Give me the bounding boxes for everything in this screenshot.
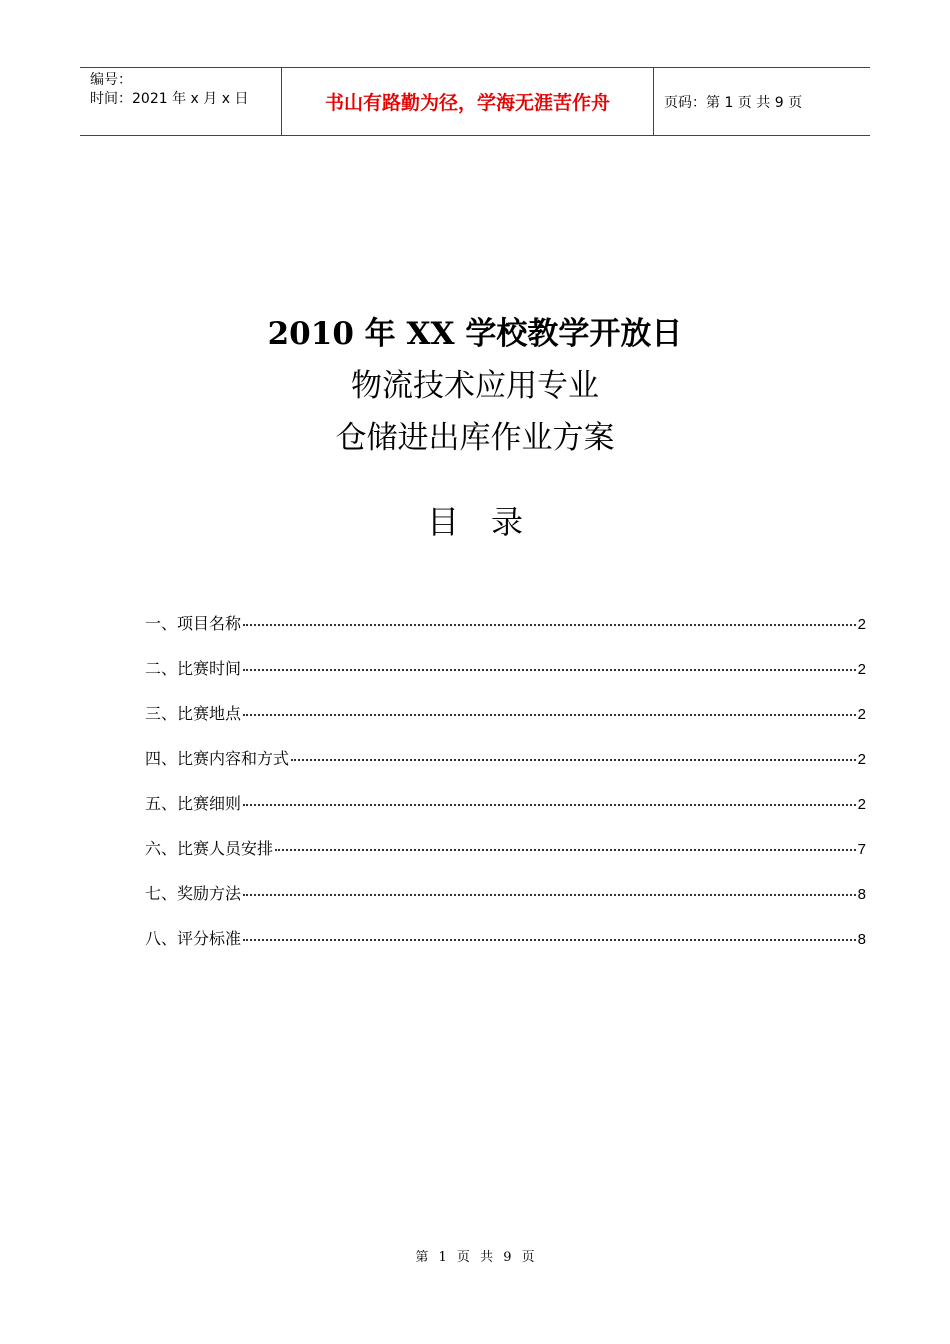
toc-item-page: 2 — [857, 661, 866, 678]
toc-item[interactable] — [145, 746, 866, 791]
title-line-2: 物流技术应用专业 — [351, 368, 599, 404]
toc-item-label: 二、比赛时间 — [145, 659, 242, 678]
document-header — [80, 67, 870, 136]
toc-item[interactable] — [145, 701, 866, 746]
toc-leader-dots — [243, 713, 856, 716]
toc-leader-dots — [243, 893, 856, 896]
toc-item-page: 8 — [857, 931, 866, 948]
title-line-1: 2010 年 XX 学校教学开放日 — [267, 316, 683, 352]
toc-item-page: 2 — [857, 616, 866, 633]
toc-item-page: 7 — [857, 841, 866, 858]
toc-item[interactable] — [145, 611, 866, 656]
toc-leader-dots — [275, 848, 856, 851]
toc-item-label: 五、比赛细则 — [145, 794, 242, 813]
header-page-info: 页码：第 1 页 共 9 页 — [664, 94, 803, 111]
toc-leader-dots — [243, 623, 856, 626]
header-motto: 书山有路勤为径，学海无涯苦作舟 — [281, 68, 654, 135]
title-line-3: 仓储进出库作业方案 — [335, 420, 615, 456]
toc-item[interactable] — [145, 881, 866, 926]
toc-leader-dots — [243, 668, 856, 671]
header-meta — [80, 68, 281, 135]
toc-item[interactable] — [145, 656, 866, 701]
toc-item-page: 2 — [857, 796, 866, 813]
toc-item[interactable] — [145, 791, 866, 836]
toc-item-label: 六、比赛人员安排 — [145, 839, 274, 858]
toc-item-page: 8 — [857, 886, 866, 903]
table-of-contents — [145, 611, 866, 971]
toc-leader-dots — [243, 803, 856, 806]
toc-item[interactable] — [145, 926, 866, 971]
toc-item-label: 三、比赛地点 — [145, 704, 242, 723]
toc-leader-dots — [243, 938, 856, 941]
toc-item-label: 四、比赛内容和方式 — [145, 749, 290, 768]
toc-leader-dots — [291, 758, 856, 761]
document-time: 时间：2021 年 x 月 x 日 — [90, 91, 249, 107]
toc-item-label: 八、评分标准 — [145, 929, 242, 948]
page-footer: 第 1 页 共 9 页 — [415, 1250, 535, 1265]
toc-item-page: 2 — [857, 751, 866, 768]
toc-heading: 目录 — [426, 503, 555, 541]
toc-item-label: 一、项目名称 — [145, 614, 242, 633]
toc-item-label: 七、奖励方法 — [145, 884, 242, 903]
toc-item[interactable] — [145, 836, 866, 881]
document-title — [0, 308, 950, 464]
document-number-label: 编号： — [90, 72, 132, 88]
toc-item-page: 2 — [857, 706, 866, 723]
